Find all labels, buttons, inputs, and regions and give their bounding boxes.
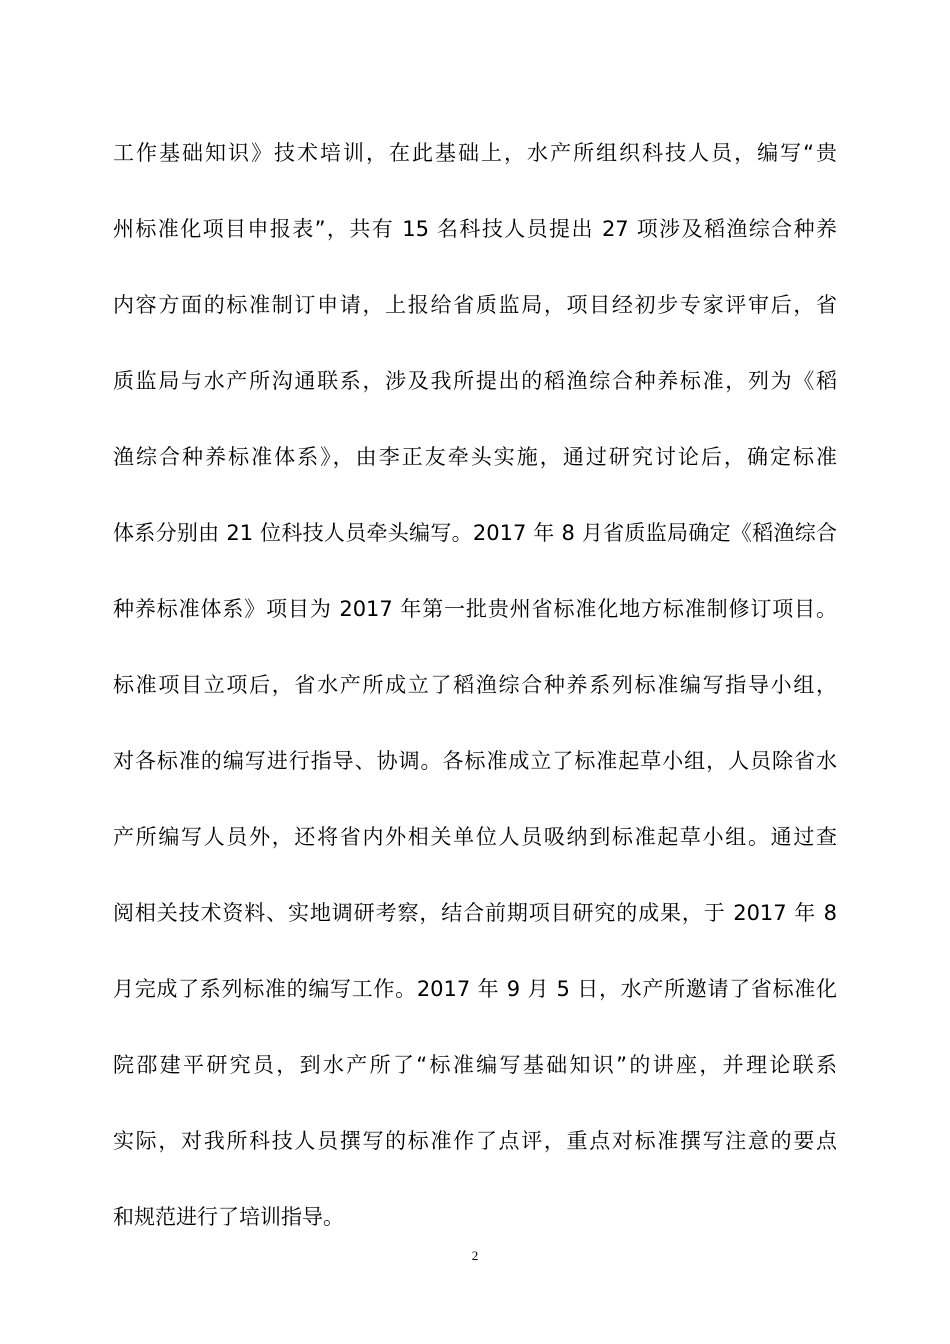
text-line: 种养标准体系》项目为 2017 年第一批贵州省标准化地方标准制修订项目。 [113, 597, 837, 621]
text-line: 阅相关技术资料、实地调研考察，结合前期项目研究的成果，于 2017 年 8 [113, 901, 837, 925]
text-line: 实际，对我所科技人员撰写的标准作了点评，重点对标准撰写注意的要点 [113, 1129, 837, 1153]
text-line: 渔综合种养标准体系》，由李正友牵头实施，通过研究讨论后，确定标准 [113, 445, 837, 469]
text-line: 工作基础知识》技术培训，在此基础上，水产所组织科技人员，编写“贵 [113, 141, 837, 165]
text-line: 对各标准的编写进行指导、协调。各标准成立了标准起草小组，人员除省水 [113, 749, 837, 773]
text-line: 体系分别由 21 位科技人员牵头编写。2017 年 8 月省质监局确定《稻渔综合 [113, 521, 837, 545]
text-line: 内容方面的标准制订申请，上报给省质监局，项目经初步专家评审后，省 [113, 293, 837, 317]
text-line: 标准项目立项后，省水产所成立了稻渔综合种养系列标准编写指导小组， [113, 673, 837, 697]
text-line: 质监局与水产所沟通联系，涉及我所提出的稻渔综合种养标准，列为《稻 [113, 369, 837, 393]
body-paragraph [113, 130, 837, 1270]
text-line: 和规范进行了培训指导。 [113, 1205, 344, 1229]
text-line: 月完成了系列标准的编写工作。2017 年 9 月 5 日，水产所邀请了省标准化 [113, 977, 837, 1001]
text-line: 产所编写人员外，还将省内外相关单位人员吸纳到标准起草小组。通过查 [113, 825, 837, 849]
page-number: 2 [471, 1248, 479, 1263]
text-line: 院邵建平研究员，到水产所了“标准编写基础知识”的讲座，并理论联系 [113, 1053, 837, 1077]
text-line: 州标准化项目申报表”，共有 15 名科技人员提出 27 项涉及稻渔综合种养 [113, 217, 837, 241]
